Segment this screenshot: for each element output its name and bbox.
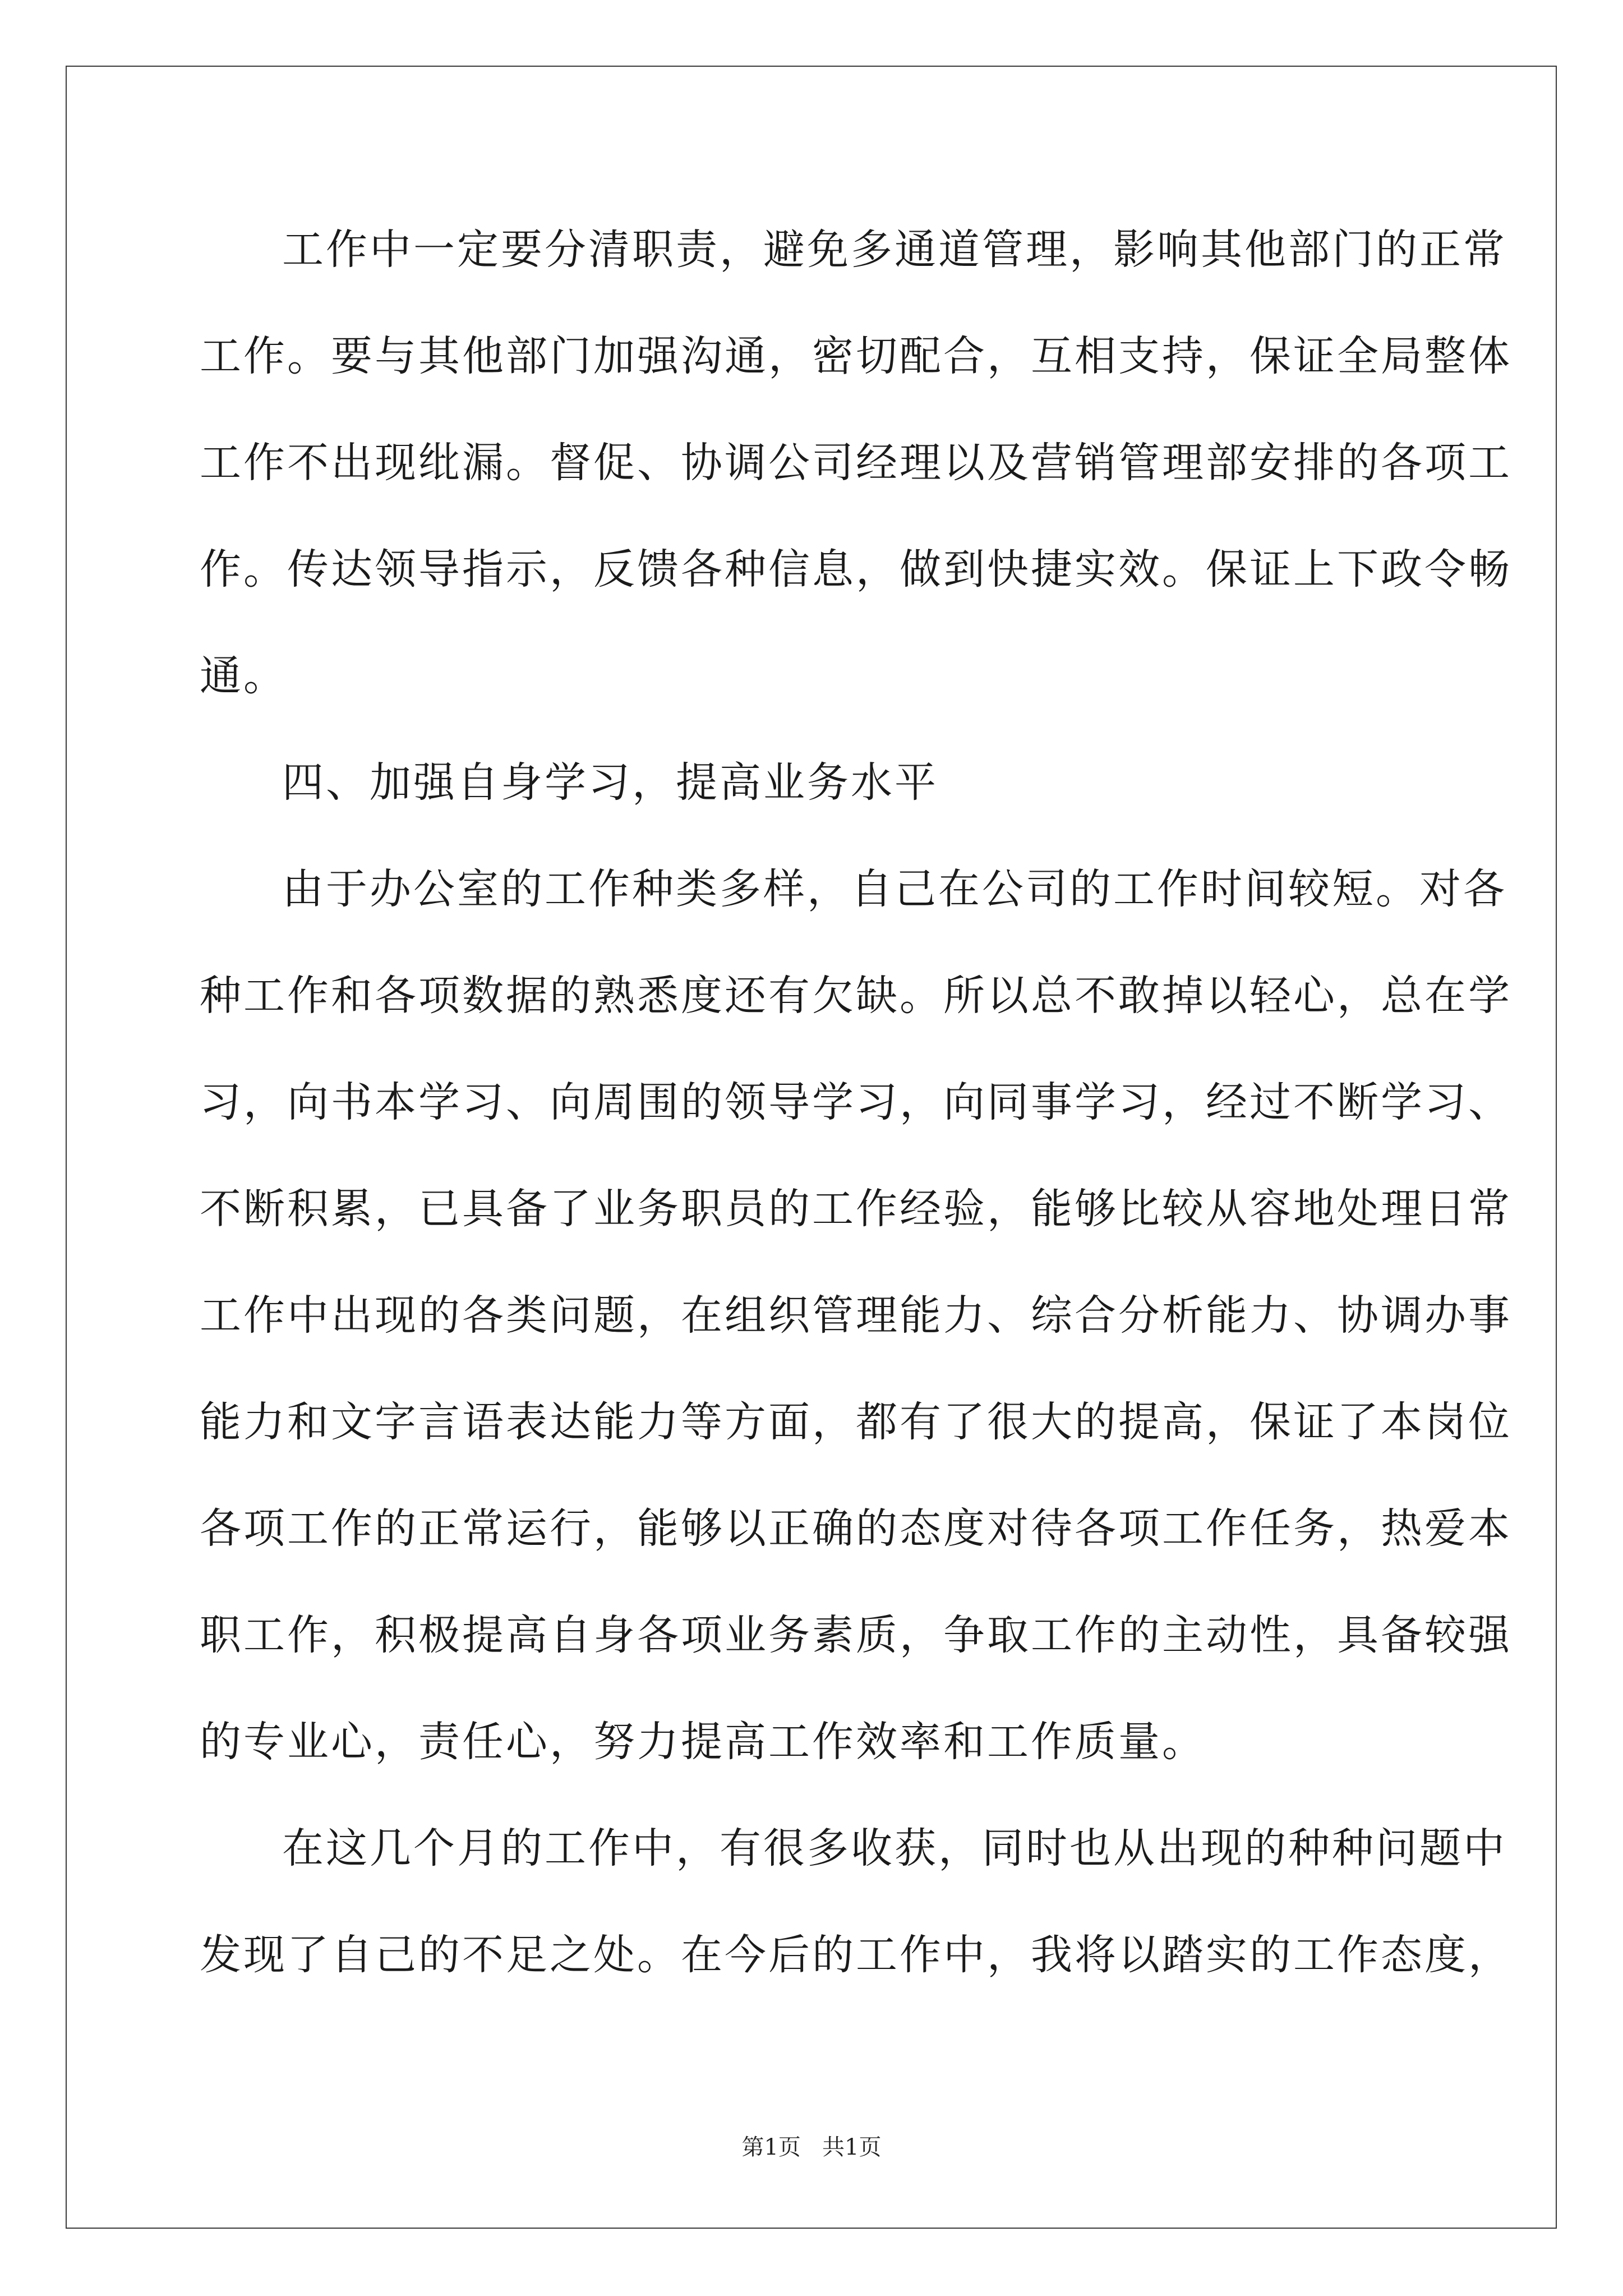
body-line: 各项工作的正常运行，能够以正确的态度对待各项工作任务，热爱本 — [200, 1504, 1512, 1553]
body-line: 由于办公室的工作种类多样，自己在公司的工作时间较短。对各 — [282, 865, 1507, 913]
body-line: 通。 — [200, 652, 287, 700]
body-line: 习，向书本学习、向周围的领导学习，向同事学习，经过不断学习、 — [200, 1078, 1512, 1126]
page-border — [66, 66, 1557, 2229]
body-line: 的专业心，责任心，努力提高工作效率和工作质量。 — [200, 1718, 1206, 1766]
body-line: 不断积累，已具备了业务职员的工作经验，能够比较从容地处理日常 — [200, 1185, 1512, 1233]
body-line: 工作中出现的各类问题，在组织管理能力、综合分析能力、协调办事 — [200, 1291, 1512, 1340]
body-line: 在这几个月的工作中，有很多收获，同时也从出现的种种问题中 — [282, 1824, 1507, 1872]
body-line: 工作。要与其他部门加强沟通，密切配合，互相支持，保证全局整体 — [200, 332, 1512, 380]
body-line: 能力和文字言语表达能力等方面，都有了很大的提高，保证了本岗位 — [200, 1398, 1512, 1446]
body-line: 作。传达领导指示，反馈各种信息，做到快捷实效。保证上下政令畅 — [200, 545, 1512, 593]
body-line: 工作中一定要分清职责，避免多通道管理，影响其他部门的正常 — [282, 226, 1507, 274]
body-line: 发现了自己的不足之处。在今后的工作中，我将以踏实的工作态度， — [200, 1931, 1512, 1979]
body-line: 种工作和各项数据的熟悉度还有欠缺。所以总不敢掉以轻心，总在学 — [200, 972, 1512, 1020]
page-number-footer: 第1页 共1页 — [741, 2134, 882, 2160]
section-heading: 四、加强自身学习，提高业务水平 — [282, 758, 938, 807]
body-line: 职工作，积极提高自身各项业务素质，争取工作的主动性，具备较强 — [200, 1611, 1512, 1659]
body-line: 工作不出现纰漏。督促、协调公司经理以及营销管理部安排的各项工 — [200, 439, 1512, 487]
